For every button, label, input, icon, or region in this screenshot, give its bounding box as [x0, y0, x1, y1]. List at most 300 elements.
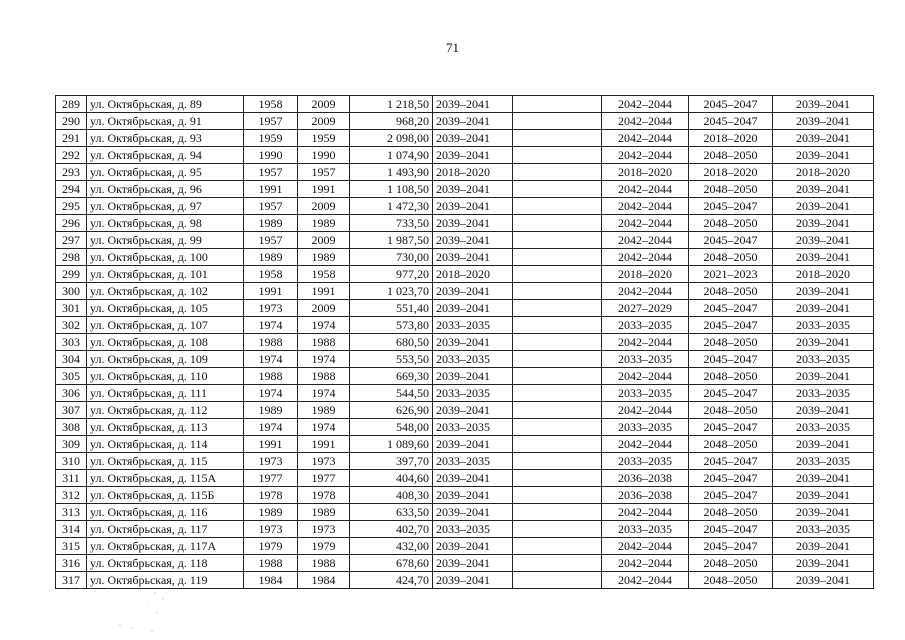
row-number-cell: 305 — [56, 368, 87, 385]
period-cell-2: 2042–2044 — [602, 283, 689, 300]
empty-cell — [513, 300, 602, 317]
period-cell-1: 2033–2035 — [433, 419, 513, 436]
period-cell-2: 2033–2035 — [602, 453, 689, 470]
renovation-year-cell: 2009 — [298, 96, 350, 113]
build-year-cell: 1977 — [244, 470, 298, 487]
renovation-year-cell: 1991 — [298, 283, 350, 300]
period-cell-4: 2039–2041 — [773, 198, 874, 215]
area-cell: 669,30 — [350, 368, 433, 385]
renovation-year-cell: 1991 — [298, 436, 350, 453]
address-cell: ул. Октябрьская, д. 100 — [87, 249, 244, 266]
period-cell-3: 2045–2047 — [689, 317, 773, 334]
period-cell-1: 2039–2041 — [433, 538, 513, 555]
period-cell-1: 2033–2035 — [433, 453, 513, 470]
empty-cell — [513, 198, 602, 215]
table-row — [56, 198, 874, 215]
build-year-cell: 1974 — [244, 351, 298, 368]
period-cell-4: 2018–2020 — [773, 266, 874, 283]
empty-cell — [513, 521, 602, 538]
area-cell: 730,00 — [350, 249, 433, 266]
period-cell-1: 2039–2041 — [433, 147, 513, 164]
renovation-year-cell: 1979 — [298, 538, 350, 555]
renovation-year-cell: 1988 — [298, 555, 350, 572]
period-cell-1: 2039–2041 — [433, 113, 513, 130]
period-cell-1: 2039–2041 — [433, 572, 513, 589]
table-body — [56, 96, 874, 589]
period-cell-2: 2033–2035 — [602, 521, 689, 538]
period-cell-2: 2042–2044 — [602, 504, 689, 521]
period-cell-4: 2039–2041 — [773, 334, 874, 351]
empty-cell — [513, 215, 602, 232]
empty-cell — [513, 368, 602, 385]
row-number-cell: 291 — [56, 130, 87, 147]
period-cell-4: 2039–2041 — [773, 504, 874, 521]
address-cell: ул. Октябрьская, д. 91 — [87, 113, 244, 130]
period-cell-1: 2039–2041 — [433, 96, 513, 113]
empty-cell — [513, 453, 602, 470]
renovation-year-cell: 1989 — [298, 215, 350, 232]
period-cell-1: 2033–2035 — [433, 351, 513, 368]
row-number-cell: 304 — [56, 351, 87, 368]
period-cell-3: 2048–2050 — [689, 555, 773, 572]
period-cell-2: 2042–2044 — [602, 215, 689, 232]
table-row — [56, 351, 874, 368]
renovation-year-cell: 2009 — [298, 113, 350, 130]
build-year-cell: 1974 — [244, 317, 298, 334]
area-cell: 2 098,00 — [350, 130, 433, 147]
period-cell-2: 2042–2044 — [602, 436, 689, 453]
row-number-cell: 292 — [56, 147, 87, 164]
period-cell-3: 2021–2023 — [689, 266, 773, 283]
address-cell: ул. Октябрьская, д. 118 — [87, 555, 244, 572]
period-cell-2: 2036–2038 — [602, 487, 689, 504]
table-row — [56, 419, 874, 436]
renovation-year-cell: 1988 — [298, 334, 350, 351]
build-year-cell: 1989 — [244, 504, 298, 521]
table-row — [56, 385, 874, 402]
area-cell: 680,50 — [350, 334, 433, 351]
renovation-year-cell: 1959 — [298, 130, 350, 147]
address-cell: ул. Октябрьская, д. 110 — [87, 368, 244, 385]
address-cell: ул. Октябрьская, д. 117А — [87, 538, 244, 555]
period-cell-3: 2048–2050 — [689, 283, 773, 300]
table-row — [56, 215, 874, 232]
address-cell: ул. Октябрьская, д. 112 — [87, 402, 244, 419]
period-cell-3: 2048–2050 — [689, 436, 773, 453]
period-cell-4: 2033–2035 — [773, 317, 874, 334]
period-cell-1: 2033–2035 — [433, 521, 513, 538]
empty-cell — [513, 96, 602, 113]
address-cell: ул. Октябрьская, д. 113 — [87, 419, 244, 436]
row-number-cell: 303 — [56, 334, 87, 351]
row-number-cell: 294 — [56, 181, 87, 198]
build-year-cell: 1958 — [244, 96, 298, 113]
period-cell-3: 2048–2050 — [689, 215, 773, 232]
period-cell-2: 2018–2020 — [602, 164, 689, 181]
period-cell-3: 2045–2047 — [689, 198, 773, 215]
period-cell-1: 2039–2041 — [433, 215, 513, 232]
renovation-year-cell: 1984 — [298, 572, 350, 589]
period-cell-3: 2048–2050 — [689, 402, 773, 419]
renovation-year-cell: 2009 — [298, 232, 350, 249]
empty-cell — [513, 487, 602, 504]
row-number-cell: 293 — [56, 164, 87, 181]
renovation-year-cell: 2009 — [298, 198, 350, 215]
period-cell-2: 2042–2044 — [602, 249, 689, 266]
period-cell-2: 2042–2044 — [602, 113, 689, 130]
build-year-cell: 1989 — [244, 402, 298, 419]
period-cell-2: 2042–2044 — [602, 572, 689, 589]
table-row — [56, 232, 874, 249]
row-number-cell: 300 — [56, 283, 87, 300]
period-cell-1: 2033–2035 — [433, 317, 513, 334]
table-row — [56, 334, 874, 351]
renovation-year-cell: 1991 — [298, 181, 350, 198]
row-number-cell: 316 — [56, 555, 87, 572]
row-number-cell: 297 — [56, 232, 87, 249]
build-year-cell: 1973 — [244, 300, 298, 317]
row-number-cell: 298 — [56, 249, 87, 266]
build-year-cell: 1957 — [244, 164, 298, 181]
address-cell: ул. Октябрьская, д. 98 — [87, 215, 244, 232]
renovation-year-cell: 1978 — [298, 487, 350, 504]
empty-cell — [513, 538, 602, 555]
table-row — [56, 402, 874, 419]
period-cell-4: 2018–2020 — [773, 164, 874, 181]
area-cell: 553,50 — [350, 351, 433, 368]
period-cell-2: 2042–2044 — [602, 130, 689, 147]
period-cell-2: 2033–2035 — [602, 419, 689, 436]
area-cell: 1 987,50 — [350, 232, 433, 249]
period-cell-2: 2042–2044 — [602, 402, 689, 419]
build-year-cell: 1957 — [244, 232, 298, 249]
period-cell-1: 2018–2020 — [433, 266, 513, 283]
period-cell-1: 2039–2041 — [433, 181, 513, 198]
empty-cell — [513, 283, 602, 300]
area-cell: 1 108,50 — [350, 181, 433, 198]
period-cell-3: 2048–2050 — [689, 334, 773, 351]
period-cell-3: 2045–2047 — [689, 453, 773, 470]
period-cell-4: 2033–2035 — [773, 521, 874, 538]
period-cell-4: 2039–2041 — [773, 96, 874, 113]
period-cell-1: 2039–2041 — [433, 130, 513, 147]
renovation-year-cell: 1974 — [298, 419, 350, 436]
renovation-year-cell: 2009 — [298, 300, 350, 317]
period-cell-3: 2045–2047 — [689, 300, 773, 317]
renovation-year-cell: 1989 — [298, 249, 350, 266]
build-year-cell: 1957 — [244, 113, 298, 130]
period-cell-2: 2042–2044 — [602, 147, 689, 164]
table-row — [56, 300, 874, 317]
period-cell-1: 2039–2041 — [433, 283, 513, 300]
period-cell-4: 2039–2041 — [773, 470, 874, 487]
period-cell-4: 2033–2035 — [773, 385, 874, 402]
empty-cell — [513, 232, 602, 249]
area-cell: 548,00 — [350, 419, 433, 436]
area-cell: 1 074,90 — [350, 147, 433, 164]
period-cell-3: 2045–2047 — [689, 351, 773, 368]
address-cell: ул. Октябрьская, д. 116 — [87, 504, 244, 521]
period-cell-3: 2018–2020 — [689, 130, 773, 147]
address-cell: ул. Октябрьская, д. 115 — [87, 453, 244, 470]
area-cell: 733,50 — [350, 215, 433, 232]
renovation-year-cell: 1974 — [298, 317, 350, 334]
build-year-cell: 1988 — [244, 334, 298, 351]
area-cell: 977,20 — [350, 266, 433, 283]
table-row — [56, 504, 874, 521]
period-cell-1: 2018–2020 — [433, 164, 513, 181]
empty-cell — [513, 181, 602, 198]
renovation-year-cell: 1974 — [298, 351, 350, 368]
row-number-cell: 290 — [56, 113, 87, 130]
period-cell-2: 2042–2044 — [602, 555, 689, 572]
area-cell: 402,70 — [350, 521, 433, 538]
period-cell-3: 2045–2047 — [689, 470, 773, 487]
period-cell-2: 2042–2044 — [602, 232, 689, 249]
area-cell: 633,50 — [350, 504, 433, 521]
period-cell-2: 2042–2044 — [602, 538, 689, 555]
period-cell-2: 2042–2044 — [602, 368, 689, 385]
period-cell-3: 2045–2047 — [689, 538, 773, 555]
address-cell: ул. Октябрьская, д. 96 — [87, 181, 244, 198]
address-cell: ул. Октябрьская, д. 102 — [87, 283, 244, 300]
period-cell-3: 2045–2047 — [689, 96, 773, 113]
period-cell-1: 2039–2041 — [433, 334, 513, 351]
period-cell-2: 2033–2035 — [602, 385, 689, 402]
renovation-year-cell: 1990 — [298, 147, 350, 164]
page-number: 71 — [446, 40, 459, 55]
empty-cell — [513, 130, 602, 147]
build-year-cell: 1974 — [244, 419, 298, 436]
period-cell-1: 2039–2041 — [433, 504, 513, 521]
area-cell: 1 472,30 — [350, 198, 433, 215]
empty-cell — [513, 317, 602, 334]
table-row — [56, 368, 874, 385]
period-cell-2: 2042–2044 — [602, 334, 689, 351]
address-cell: ул. Октябрьская, д. 115А — [87, 470, 244, 487]
address-cell: ул. Октябрьская, д. 95 — [87, 164, 244, 181]
period-cell-3: 2045–2047 — [689, 419, 773, 436]
period-cell-1: 2039–2041 — [433, 232, 513, 249]
renovation-year-cell: 1958 — [298, 266, 350, 283]
table-row — [56, 130, 874, 147]
period-cell-4: 2039–2041 — [773, 555, 874, 572]
period-cell-4: 2039–2041 — [773, 283, 874, 300]
build-year-cell: 1991 — [244, 283, 298, 300]
area-cell: 1 089,60 — [350, 436, 433, 453]
period-cell-4: 2039–2041 — [773, 113, 874, 130]
period-cell-3: 2018–2020 — [689, 164, 773, 181]
address-cell: ул. Октябрьская, д. 114 — [87, 436, 244, 453]
renovation-year-cell: 1988 — [298, 368, 350, 385]
period-cell-2: 2033–2035 — [602, 351, 689, 368]
row-number-cell: 306 — [56, 385, 87, 402]
period-cell-1: 2039–2041 — [433, 470, 513, 487]
period-cell-3: 2048–2050 — [689, 504, 773, 521]
build-year-cell: 1957 — [244, 198, 298, 215]
build-year-cell: 1989 — [244, 215, 298, 232]
row-number-cell: 315 — [56, 538, 87, 555]
row-number-cell: 299 — [56, 266, 87, 283]
empty-cell — [513, 113, 602, 130]
period-cell-3: 2048–2050 — [689, 572, 773, 589]
table-row — [56, 538, 874, 555]
area-cell: 968,20 — [350, 113, 433, 130]
period-cell-1: 2033–2035 — [433, 385, 513, 402]
period-cell-4: 2039–2041 — [773, 232, 874, 249]
period-cell-3: 2048–2050 — [689, 249, 773, 266]
address-cell: ул. Октябрьская, д. 89 — [87, 96, 244, 113]
area-cell: 432,00 — [350, 538, 433, 555]
address-cell: ул. Октябрьская, д. 108 — [87, 334, 244, 351]
table-row — [56, 164, 874, 181]
area-cell: 626,90 — [350, 402, 433, 419]
table-row — [56, 487, 874, 504]
row-number-cell: 313 — [56, 504, 87, 521]
renovation-year-cell: 1973 — [298, 521, 350, 538]
renovation-year-cell: 1973 — [298, 453, 350, 470]
table-row — [56, 147, 874, 164]
table-row — [56, 283, 874, 300]
row-number-cell: 301 — [56, 300, 87, 317]
address-cell: ул. Октябрьская, д. 99 — [87, 232, 244, 249]
row-number-cell: 295 — [56, 198, 87, 215]
table-row — [56, 521, 874, 538]
build-year-cell: 1973 — [244, 453, 298, 470]
period-cell-3: 2045–2047 — [689, 487, 773, 504]
period-cell-4: 2039–2041 — [773, 368, 874, 385]
build-year-cell: 1974 — [244, 385, 298, 402]
table-row — [56, 470, 874, 487]
table-row — [56, 555, 874, 572]
table-row — [56, 181, 874, 198]
empty-cell — [513, 147, 602, 164]
empty-cell — [513, 402, 602, 419]
address-cell: ул. Октябрьская, д. 97 — [87, 198, 244, 215]
build-year-cell: 1991 — [244, 436, 298, 453]
period-cell-4: 2039–2041 — [773, 487, 874, 504]
build-year-cell: 1988 — [244, 368, 298, 385]
period-cell-2: 2042–2044 — [602, 96, 689, 113]
period-cell-4: 2033–2035 — [773, 419, 874, 436]
empty-cell — [513, 334, 602, 351]
area-cell: 544,50 — [350, 385, 433, 402]
period-cell-3: 2048–2050 — [689, 147, 773, 164]
build-year-cell: 1991 — [244, 181, 298, 198]
table-row — [56, 96, 874, 113]
period-cell-4: 2039–2041 — [773, 130, 874, 147]
build-year-cell: 1984 — [244, 572, 298, 589]
table-row — [56, 453, 874, 470]
row-number-cell: 307 — [56, 402, 87, 419]
period-cell-4: 2039–2041 — [773, 249, 874, 266]
empty-cell — [513, 436, 602, 453]
row-number-cell: 302 — [56, 317, 87, 334]
period-cell-3: 2045–2047 — [689, 385, 773, 402]
address-cell: ул. Октябрьская, д. 93 — [87, 130, 244, 147]
table-row — [56, 266, 874, 283]
period-cell-2: 2018–2020 — [602, 266, 689, 283]
build-year-cell: 1979 — [244, 538, 298, 555]
empty-cell — [513, 249, 602, 266]
row-number-cell: 289 — [56, 96, 87, 113]
build-year-cell: 1959 — [244, 130, 298, 147]
address-cell: ул. Октябрьская, д. 101 — [87, 266, 244, 283]
period-cell-3: 2048–2050 — [689, 368, 773, 385]
period-cell-4: 2039–2041 — [773, 538, 874, 555]
period-cell-2: 2042–2044 — [602, 181, 689, 198]
area-cell: 404,60 — [350, 470, 433, 487]
row-number-cell: 296 — [56, 215, 87, 232]
empty-cell — [513, 385, 602, 402]
period-cell-4: 2039–2041 — [773, 181, 874, 198]
period-cell-4: 2039–2041 — [773, 300, 874, 317]
row-number-cell: 317 — [56, 572, 87, 589]
address-cell: ул. Октябрьская, д. 107 — [87, 317, 244, 334]
row-number-cell: 314 — [56, 521, 87, 538]
address-cell: ул. Октябрьская, д. 94 — [87, 147, 244, 164]
table-row — [56, 436, 874, 453]
empty-cell — [513, 504, 602, 521]
row-number-cell: 312 — [56, 487, 87, 504]
period-cell-2: 2027–2029 — [602, 300, 689, 317]
period-cell-1: 2039–2041 — [433, 198, 513, 215]
empty-cell — [513, 572, 602, 589]
build-year-cell: 1989 — [244, 249, 298, 266]
empty-cell — [513, 470, 602, 487]
period-cell-1: 2039–2041 — [433, 300, 513, 317]
period-cell-4: 2039–2041 — [773, 572, 874, 589]
renovation-year-cell: 1977 — [298, 470, 350, 487]
area-cell: 678,60 — [350, 555, 433, 572]
period-cell-3: 2045–2047 — [689, 521, 773, 538]
scan-noise — [60, 585, 180, 635]
renovation-year-cell: 1989 — [298, 402, 350, 419]
area-cell: 408,30 — [350, 487, 433, 504]
period-cell-4: 2039–2041 — [773, 402, 874, 419]
address-cell: ул. Октябрьская, д. 109 — [87, 351, 244, 368]
build-year-cell: 1990 — [244, 147, 298, 164]
period-cell-3: 2045–2047 — [689, 232, 773, 249]
period-cell-1: 2039–2041 — [433, 402, 513, 419]
period-cell-4: 2039–2041 — [773, 215, 874, 232]
build-year-cell: 1988 — [244, 555, 298, 572]
period-cell-3: 2045–2047 — [689, 113, 773, 130]
period-cell-4: 2033–2035 — [773, 351, 874, 368]
table-row — [56, 113, 874, 130]
build-year-cell: 1973 — [244, 521, 298, 538]
period-cell-4: 2039–2041 — [773, 147, 874, 164]
area-cell: 1 493,90 — [350, 164, 433, 181]
area-cell: 1 218,50 — [350, 96, 433, 113]
period-cell-2: 2042–2044 — [602, 198, 689, 215]
period-cell-1: 2039–2041 — [433, 436, 513, 453]
address-cell: ул. Октябрьская, д. 117 — [87, 521, 244, 538]
build-year-cell: 1978 — [244, 487, 298, 504]
table-row — [56, 249, 874, 266]
table-row — [56, 317, 874, 334]
period-cell-3: 2048–2050 — [689, 181, 773, 198]
row-number-cell: 308 — [56, 419, 87, 436]
empty-cell — [513, 266, 602, 283]
period-cell-1: 2039–2041 — [433, 249, 513, 266]
renovation-year-cell: 1957 — [298, 164, 350, 181]
address-cell: ул. Октябрьская, д. 119 — [87, 572, 244, 589]
period-cell-4: 2039–2041 — [773, 436, 874, 453]
build-year-cell: 1958 — [244, 266, 298, 283]
row-number-cell: 311 — [56, 470, 87, 487]
period-cell-4: 2033–2035 — [773, 453, 874, 470]
